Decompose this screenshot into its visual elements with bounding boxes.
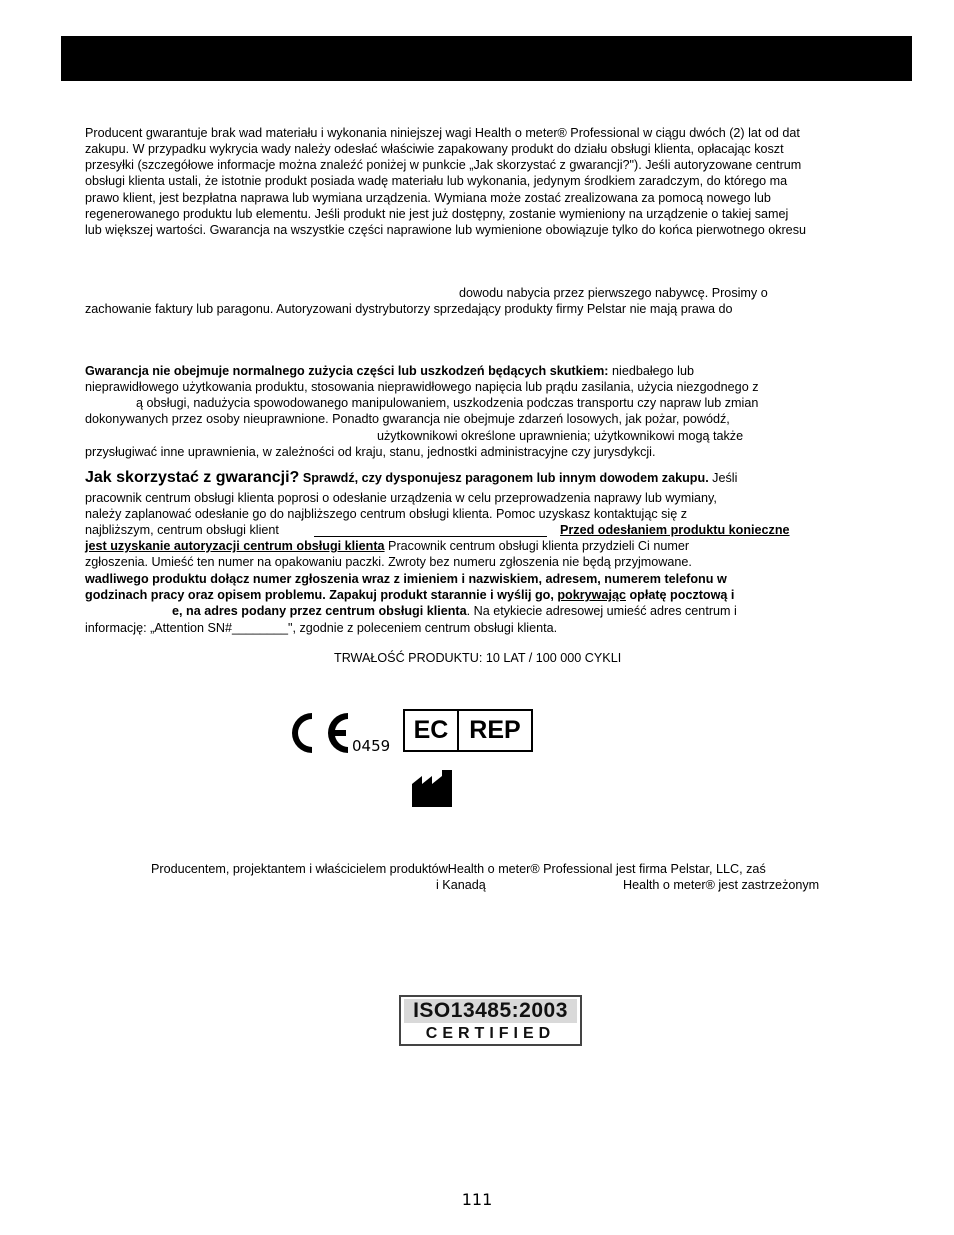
text-line: należy zaplanować odesłanie go do najbliższego centrum obsługi klienta. Pomoc uzyskasz kontaktując się z xyxy=(85,507,688,521)
text-line: ą obsługi, nadużycia spowodowanego manipulowaniem, uszkodzenia podczas transportu czy napraw lub zmian xyxy=(136,396,759,410)
text-line: zgłoszenia. Umieść ten numer na opakowaniu paczki. Zwroty bez numeru zgłoszenia nie będą przyjmowane. xyxy=(85,555,692,569)
section-heading: Jak skorzystać z gwarancji? xyxy=(85,469,300,486)
section-heading-bold: Sprawdź, czy dysponujesz paragonem lub innym dowodem zakupu. xyxy=(299,471,709,485)
iso-certified: CERTIFIED xyxy=(425,1025,556,1042)
text-line: najbliższym, centrum obsługi klient xyxy=(85,523,279,537)
text-line: informację: „Attention SN#________", zgodnie z poleceniem centrum obsługi klienta. xyxy=(85,621,558,635)
text-line: pracownik centrum obsługi klienta poprosi o odesłanie urządzenia w celu przeprowadzenia naprawy lub wymiany, xyxy=(85,491,717,505)
text-line: wadliwego produktu dołącz numer zgłoszenia wraz z imieniem i nazwiskiem, adresem, numerem telefonu w xyxy=(85,572,727,586)
pack-instruction-underlined: pokrywając xyxy=(557,588,626,602)
header-bar xyxy=(61,36,912,81)
ec-rep-icon xyxy=(403,709,533,752)
authorization-note: jest uzyskanie autoryzacji centrum obsługi klienta xyxy=(85,539,385,553)
text-line: nieprawidłowego użytkowania produktu, stosowania nieprawidłowego napięcia lub prądu zasilania, użycia niezgodnego z xyxy=(85,380,759,394)
exclusions-lead-rest: niedbałego lub xyxy=(608,364,694,378)
text-line: dowodu nabycia przez pierwszego nabywcę. Prosimy o xyxy=(459,286,768,300)
iso-standard: ISO13485:2003 xyxy=(404,999,577,1023)
text-line: użytkownikowi określone uprawnienia; użytkownikowi mogą także xyxy=(377,429,744,443)
ce-mark-icon xyxy=(282,709,352,762)
text-line: Przed odesłaniem produktu konieczne xyxy=(560,523,790,537)
durability-note: TRWAŁOŚĆ PRODUKTU: 10 LAT / 100 000 CYKLI xyxy=(334,651,622,665)
section-heading-tail: Jeśli xyxy=(708,471,738,485)
manufacturer-line: Health o meter® jest zastrzeżonym xyxy=(623,878,820,892)
address-instruction-rest: . Na etykiecie adresowej umieść adres centrum i xyxy=(466,604,737,618)
manufacturer-line: Producentem, projektantem i właścicielem produktówHealth o meter® Professional jest firma Pelstar, LLC, zaś xyxy=(151,862,766,876)
text-line: Producent gwarantuje brak wad materiału i wykonania niniejszej wagi Health o meter® Professional w ciągu dwóch (2) lat od dat xyxy=(85,126,800,140)
text-line: regenerowanego produktu lub elementu. Jeśli produkt nie jest już dostępny, zostanie wymieniony na urządzenie o takiej samej xyxy=(85,207,789,221)
pack-instruction: godzinach pracy oraz opisem problemu. Zapakuj produkt starannie i wyślij go, xyxy=(85,588,558,602)
pack-instruction-tail: opłatę pocztową i xyxy=(625,588,735,602)
text-line: przesyłki (szczegółowe informacje można znaleźć poniżej w punkcie „Jak skorzystać z gwarancji?"). Jeśli autoryzowane centrum xyxy=(85,158,802,172)
text-line xyxy=(85,470,737,486)
page-number: 111 xyxy=(461,1190,493,1209)
text-line: lub większej wartości. Gwarancja na wszystkie części naprawione lub wymienione obowiązuje tylko do końca pierwotnego okresu xyxy=(85,223,806,237)
blank-line xyxy=(314,525,547,537)
text-line: obsługi klienta ustali, że istotnie produkt posiada wadę materiału lub wykonania, jedynym środkiem zaradczym, do którego ma xyxy=(85,174,788,188)
ce-number: 0459 xyxy=(352,737,391,755)
text-line: przysługiwać inne uprawnienia, w zależności od kraju, stanu, jednostki administracyjne czy jurysdykcji. xyxy=(85,445,656,459)
exclusions-lead: Gwarancja nie obejmuje normalnego zużycia części lub uszkodzeń będących skutkiem: xyxy=(85,364,609,378)
iso-certified-badge xyxy=(399,995,582,1046)
address-instruction: e, na adres podany przez centrum obsługi klienta xyxy=(172,604,467,618)
text-line: zakupu. W przypadku wykrycia wady należy odesłać właściwie zapakowany produkt do działu obsługi klienta, opłacając koszt xyxy=(85,142,784,156)
text-line xyxy=(85,538,689,554)
ec-label: EC xyxy=(405,711,459,750)
text-line: dokonywanych przez osoby nieuprawnione. Ponadto gwarancja nie obejmuje zdarzeń losowych, jak pożar, powódź, xyxy=(85,412,730,426)
text-line xyxy=(85,587,734,603)
authorization-rest: Pracownik centrum obsługi klienta przydzieli Ci numer xyxy=(384,539,690,553)
text-line: prawo klient, jest bezpłatna naprawa lub wymiana urządzenia. Wymiana może zostać zrealizowana za pomocą nowego lub xyxy=(85,191,771,205)
text-line: zachowanie faktury lub paragonu. Autoryzowani dystrybutorzy sprzedający produkty firmy Pelstar nie mają prawa do xyxy=(85,302,733,316)
manufacturer-line: i Kanadą xyxy=(436,878,486,892)
manufacturer-icon xyxy=(412,770,452,812)
text-line xyxy=(172,603,737,619)
rep-label: REP xyxy=(469,716,521,744)
text-line xyxy=(85,363,694,379)
